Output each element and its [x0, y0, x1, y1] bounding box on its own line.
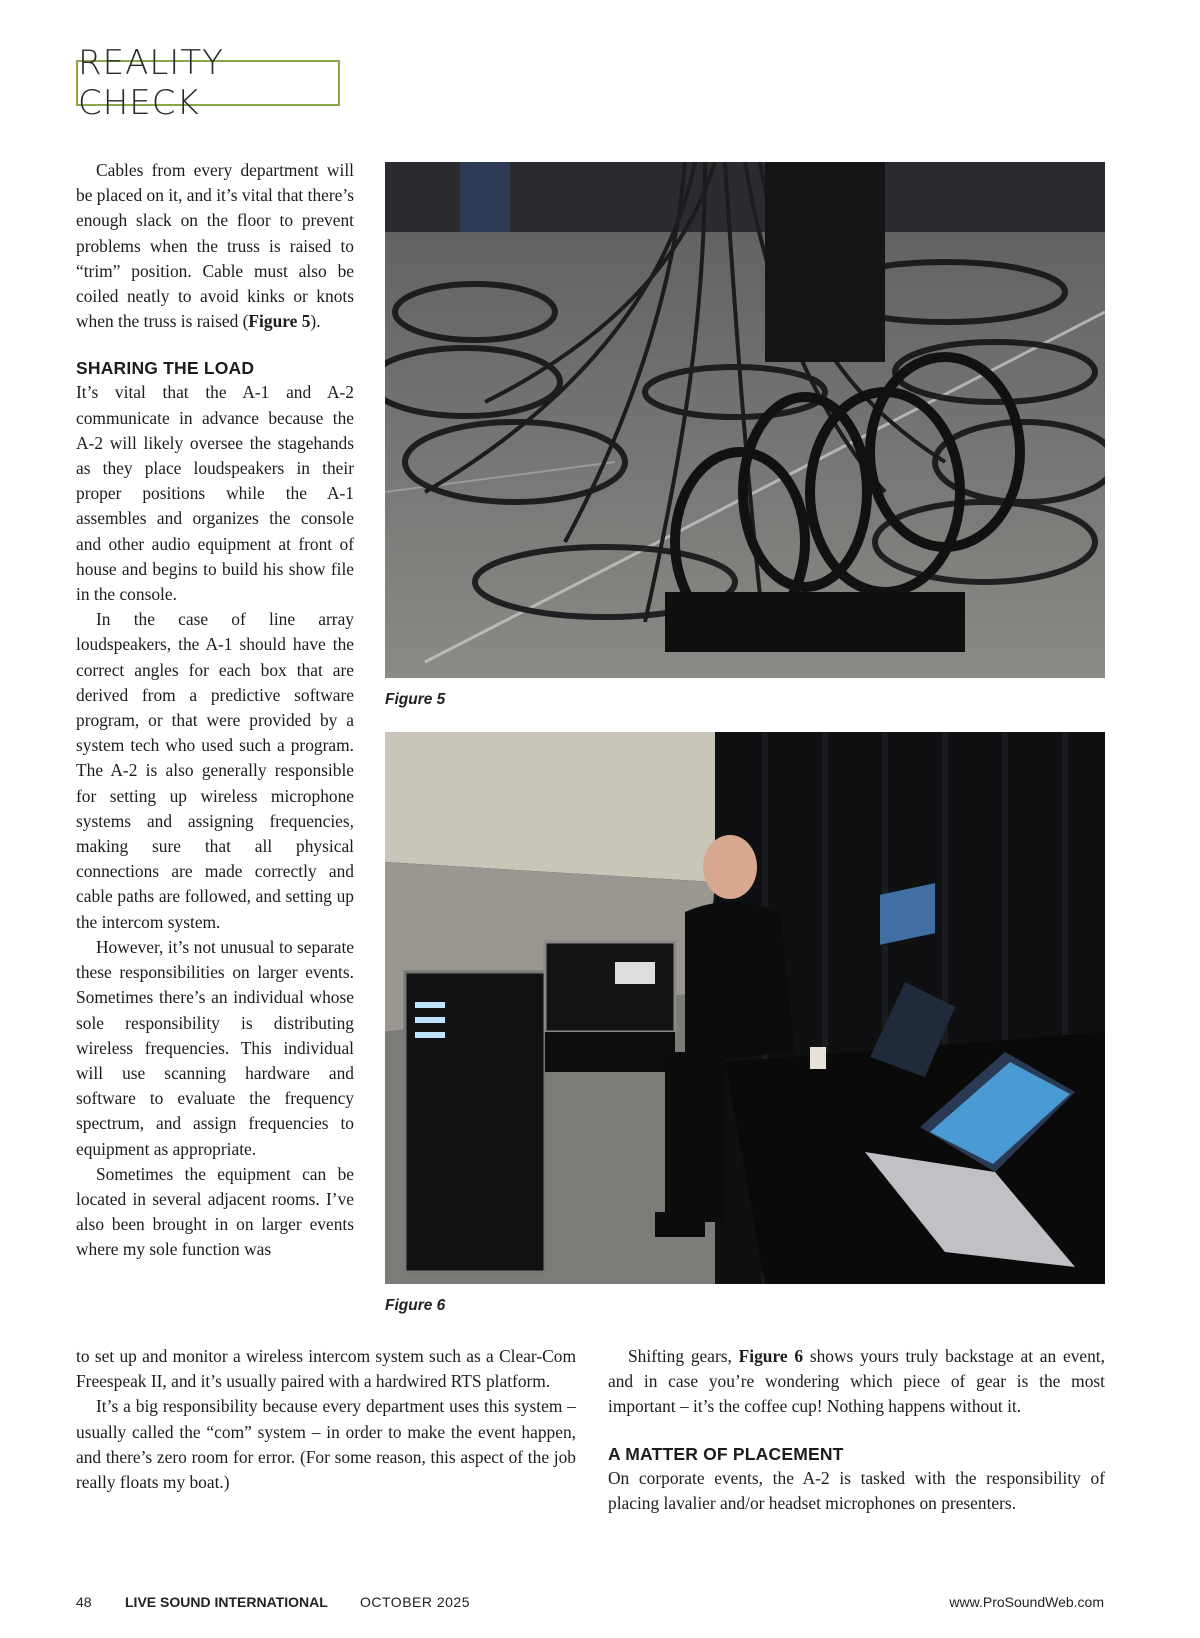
paragraph-text-end: ). [310, 311, 321, 332]
paragraph: Sometimes the equipment can be located in several adjacent rooms. I’ve also been brought in on larger events where my sole function was [76, 1163, 354, 1260]
cables-illustration [385, 162, 1105, 678]
issue-date: OCTOBER 2025 [360, 1594, 471, 1610]
heading-a-matter-of-placement: A MATTER OF PLACEMENT [608, 1443, 844, 1464]
paragraph: to set up and monitor a wireless intercom system such as a Clear-Com Freespeak II, and it’s usually paired with a hardwired RTS platform. [76, 1346, 576, 1392]
paragraph [76, 158, 354, 334]
section-title: REALITY CHECK [76, 60, 340, 106]
paragraph: However, it’s not unusual to separate these responsibilities on larger events. Sometimes there’s an individual whose sole responsibility is distributing wireless frequencies. This individual will use scanning hardware and software to evaluate the frequency spectrum, and assign frequencies to equipment as appropriate. [76, 936, 354, 1159]
paragraph-text-end: shows yours truly backstage at an event, and in case you’re wondering which piece of gear is the most important – it’s the coffee cup! Nothing happens without it. [608, 1346, 1105, 1417]
left-column [76, 158, 354, 1263]
paragraph [608, 1344, 1105, 1420]
heading-sharing-the-load: SHARING THE LOAD [76, 358, 255, 379]
page-number: 48 [76, 1594, 92, 1610]
paragraph: It’s a big responsibility because every department uses this system – usually called the “com” system – in order to make the event happen, and there’s zero room for error. (For some reason, this aspect of the job really floats my boat.) [76, 1396, 576, 1493]
figure-6-caption: Figure 6 [385, 1297, 446, 1314]
backstage-illustration [385, 732, 1105, 1284]
figure-5-caption: Figure 5 [385, 691, 446, 708]
figure-5-photo [385, 162, 1105, 678]
paragraph-text: Cables from every department will be placed on it, and it’s vital that there’s enough slack on the floor to prevent problems when the truss is raised to “trim” position. Cable must also be coiled neatly to avoid kinks or knots when the truss is raised ( [76, 160, 354, 332]
paragraph: In the case of line array loudspeakers, the A-1 should have the correct angles for each box that are derived from a predictive software program, or that were provided by a system tech who used such a program. The A-2 is also generally responsible for setting up wireless microphone systems and assigning frequencies, making sure that all physical connections are made correctly and cable paths are followed, and setting up the intercom system. [76, 609, 354, 932]
paragraph-text: Shifting gears, [628, 1346, 739, 1366]
bottom-right-column [608, 1344, 1105, 1516]
magazine-name: LIVE SOUND INTERNATIONAL [125, 1594, 328, 1610]
website-link[interactable]: www.ProSoundWeb.com [949, 1594, 1104, 1610]
figure-5-reference: Figure 5 [248, 311, 311, 332]
paragraph: On corporate events, the A-2 is tasked with the responsibility of placing lavalier and/or headset microphones on presenters. [608, 1467, 1105, 1513]
paragraph: It’s vital that the A-1 and A-2 communicate in advance because the A-2 will likely oversee the stagehands as they place loudspeakers in their proper positions while the A-1 assembles and organizes the console and other audio equipment at front of house and begins to build his show file in the console. [76, 382, 354, 605]
bottom-left-column [76, 1344, 576, 1495]
figure-6-reference: Figure 6 [738, 1346, 804, 1366]
figure-6-photo [385, 732, 1105, 1284]
